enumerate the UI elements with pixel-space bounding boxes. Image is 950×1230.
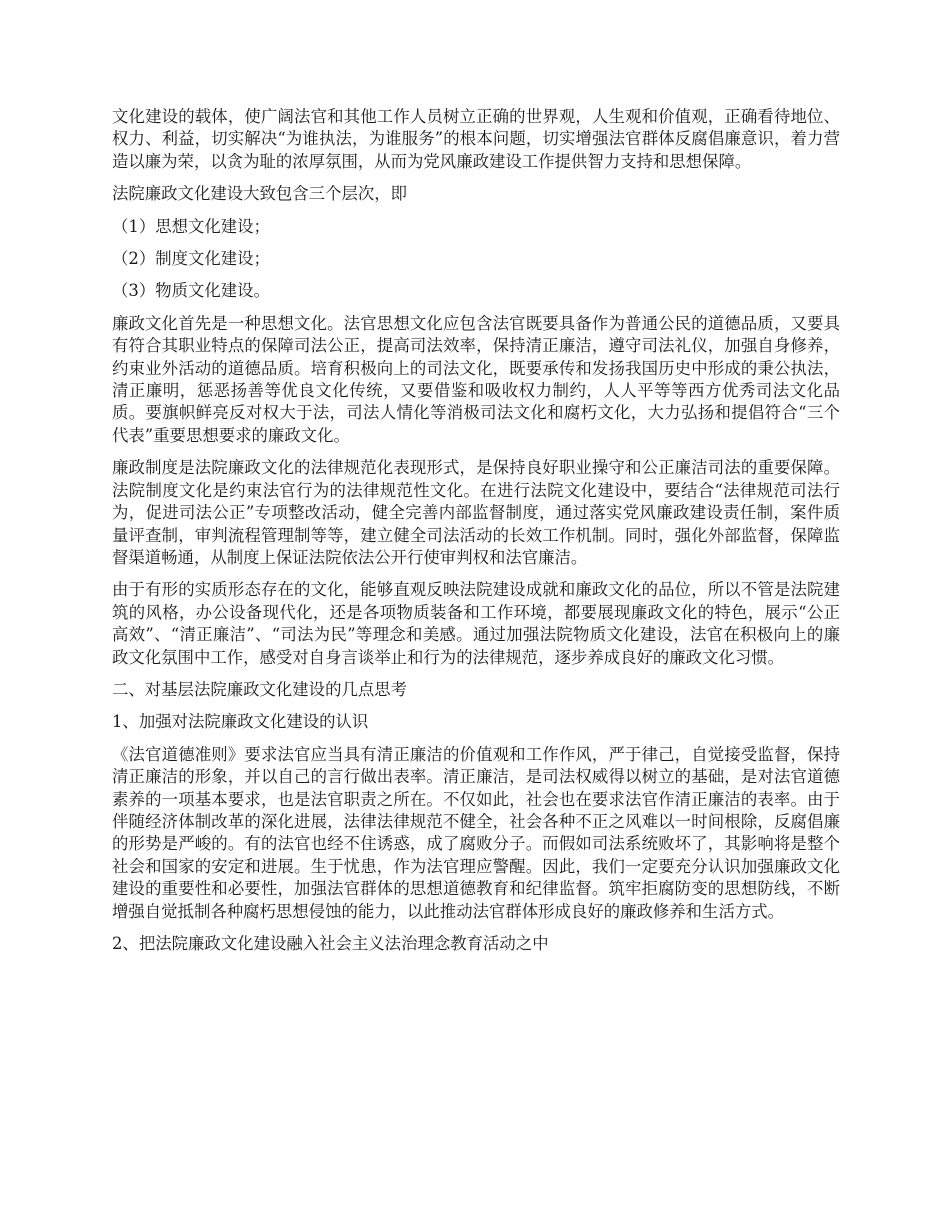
subheading-two: 2、把法院廉政文化建设融入社会主义法治理念教育活动之中 <box>112 934 549 953</box>
paragraph-ideology-culture: 廉政文化首先是一种思想文化。法官思想文化应包含法官既要具备作为普通公民的道德品质，又要具有符合其职业特点的保障司法公正，提高司法效率，保持清正廉洁，遵守司法礼仪，加强自身修养，约束业外活动的道德品质。培育积极向上的司法文化，既要承传和发扬我国历史中形成的秉公执法，清正廉明，惩恶扬善等优良文化传统，又要借鉴和吸收权力制约，人人平等等西方优秀司法文化品质。要旗帜鲜亮反对权大于法，司法人情化等消极司法文化和腐朽文化，大力弘扬和提倡符合“三个代表”重要思想要求的廉政文化。 <box>112 313 840 445</box>
paragraph-system-culture: 廉政制度是法院廉政文化的法律规范化表现形式，是保持良好职业操守和公正廉洁司法的重要保障。法院制度文化是约束法官行为的法律规范性文化。在进行法院文化建设中，要结合“法律规范司法行为，促进司法公正”专项整改活动，健全完善内部监督制度，通过落实党风廉政建设责任制，案件质量评查制，审判流程管理制等等，建立健全司法活动的长效工作机制。同时，强化外部监督，保障监督渠道畅通，从制度上保证法院依法公开行使审判权和法官廉洁。 <box>112 458 840 567</box>
list-item-ideology: （1）思想文化建设； <box>112 216 270 236</box>
document-body <box>112 106 840 965</box>
subheading-one: 1、加强对法院廉政文化建设的认识 <box>112 712 369 732</box>
list-item-material: （3）物质文化建设。 <box>112 281 270 301</box>
paragraph-three-levels: 法院廉政文化建设大致包含三个层次，即 <box>112 184 408 204</box>
section-heading-two: 二、对基层法院廉政文化建设的几点思考 <box>112 679 408 699</box>
list-item-system: （2）制度文化建设； <box>112 249 270 269</box>
paragraph-material-culture: 由于有形的实质形态存在的文化，能够直观反映法院建设成就和廉政文化的品位，所以不管是法院建筑的风格，办公设备现代化，还是各项物质装备和工作环境，都要展现廉政文化的特色，展示“公正高效”、“清正廉洁”、“司法为民”等理念和美感。通过加强法院物质文化建设，法官在积极向上的廉政文化氛围中工作，感受对自身言谈举止和行为的法律规范，逐步养成良好的廉政文化习惯。 <box>112 580 840 667</box>
paragraph-intro-continuation: 文化建设的载体，使广阔法官和其他工作人员树立正确的世界观，人生观和价值观，正确看待地位、权力、利益，切实解决“为谁执法，为谁服务”的根本问题，切实增强法官群体反腐倡廉意识，着力营造以廉为荣，以贪为耻的浓厚氛围，从而为党风廉政建设工作提供智力支持和思想保障。 <box>112 107 840 171</box>
paragraph-judges-ethics: 《法官道德准则》要求法官应当具有清正廉洁的价值观和工作作风，严于律己，自觉接受监督，保持清正廉洁的形象，并以自己的言行做出表率。清正廉洁，是司法权威得以树立的基础，是对法官道德素养的一项基本要求，也是法官职责之所在。不仅如此，社会也在要求法官作清正廉洁的表率。由于伴随经济体制改革的深化进展，法律法律规范不健全，社会各种不正之风难以一时间根除，反腐倡廉的形势是严峻的。有的法官也经不住诱惑，成了腐败分子。而假如司法系统败坏了，其影响将是整个社会和国家的安定和进展。生于忧患，作为法官理应警醒。因此，我们一定要充分认识加强廉政文化建设的重要性和必要性，加强法官群体的思想道德教育和纪律监督。筑牢拒腐防变的思想防线，不断增强自觉抵制各种腐朽思想侵蚀的能力，以此推动法官群体形成良好的廉政修养和生活方式。 <box>112 744 840 921</box>
